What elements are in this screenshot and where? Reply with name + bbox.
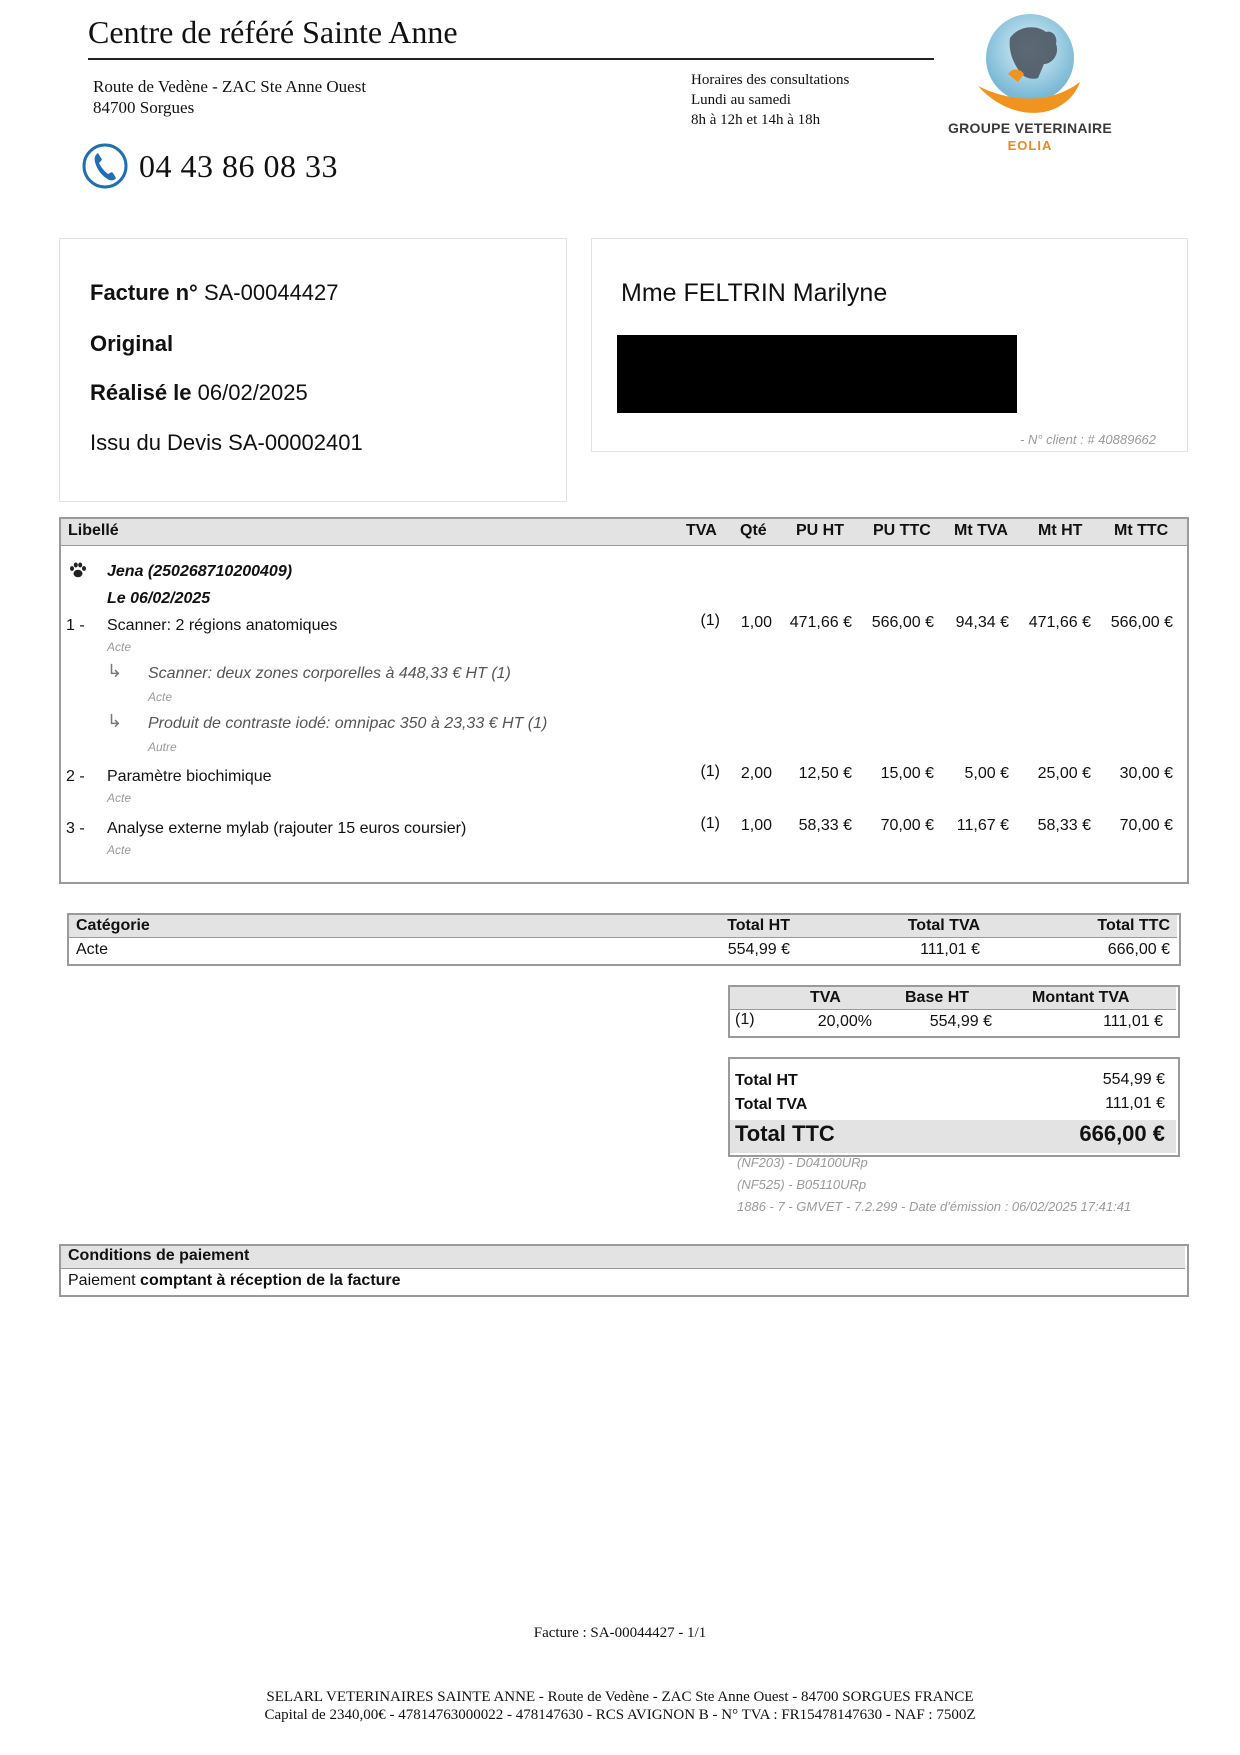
hours-days: Lundi au samedi <box>691 92 791 108</box>
return-arrow-icon: ↳ <box>107 661 123 681</box>
line-pu-ht: 58,33 € <box>798 817 852 834</box>
logo-text-brand: EOLIA <box>1007 138 1053 153</box>
line-mt-ttc: 566,00 € <box>1110 614 1173 631</box>
line-mt-tva: 94,34 € <box>955 614 1009 631</box>
total-ttc-label: Total TTC <box>735 1121 835 1146</box>
line-tva: (1) <box>700 815 720 832</box>
line-mt-tva: 11,67 € <box>956 817 1009 834</box>
payment-prefix: Paiement <box>68 1272 136 1289</box>
col-header-mt-tva: Mt TVA <box>954 522 1008 539</box>
clinic-phone: 04 43 86 08 33 <box>139 148 338 184</box>
subitem-type: Autre <box>148 740 177 754</box>
line-qty: 1,00 <box>740 614 772 631</box>
line-index: 3 - <box>66 820 85 837</box>
consultation-hours <box>691 70 849 130</box>
subitem-label: Produit de contraste iodé: omnipac 350 à 23,33 € HT (1) <box>148 715 548 732</box>
line-mt-ht: 25,00 € <box>1037 765 1091 782</box>
vat-code: (1) <box>735 1011 755 1028</box>
hours-title: Horaires des consultations <box>691 72 850 88</box>
line-qty: 2,00 <box>740 765 772 782</box>
col-header-qte: Qté <box>740 522 767 539</box>
page-footer-reference: Facture : SA-00044427 - 1/1 <box>533 1625 707 1641</box>
client-name: Mme FELTRIN Marilyne <box>621 279 888 307</box>
line-label: Scanner: 2 régions anatomiques <box>107 617 338 634</box>
category-total-ht: 554,99 € <box>727 941 790 958</box>
payment-terms <box>68 1272 401 1290</box>
line-pu-ttc: 15,00 € <box>880 765 934 782</box>
legal-line-2: Capital de 2340,00€ - 47814763000022 - 478147630 - RCS AVIGNON B - N° TVA : FR15478147630 - NAF : 7500Z <box>264 1707 976 1723</box>
line-pu-ttc: 566,00 € <box>871 614 934 631</box>
line-pu-ttc: 70,00 € <box>880 817 934 834</box>
quote-reference: Issu du Devis SA-00002401 <box>90 430 363 455</box>
total-tva-value: 111,01 € <box>1105 1095 1165 1112</box>
line-mt-ht: 471,66 € <box>1028 614 1091 631</box>
vat-rate: 20,00% <box>817 1013 872 1030</box>
line-index: 2 - <box>66 768 85 785</box>
col-header-tva: TVA <box>686 522 717 539</box>
invoice-date-line <box>90 380 308 406</box>
vat-base-ht: 554,99 € <box>929 1013 992 1030</box>
line-label: Paramètre biochimique <box>107 768 272 785</box>
total-ht-label: Total HT <box>735 1072 798 1089</box>
invoice-date: 06/02/2025 <box>197 380 308 405</box>
total-ttc-value: 666,00 € <box>1079 1121 1165 1146</box>
service-date: Le 06/02/2025 <box>107 590 211 607</box>
legal-line-1: SELARL VETERINAIRES SAINTE ANNE - Route de Vedène - ZAC Ste Anne Ouest - 84700 SORGUES FRANCE <box>266 1689 974 1705</box>
line-tva: (1) <box>700 763 720 780</box>
col-header-pu-ht: PU HT <box>796 522 844 539</box>
return-arrow-icon: ↳ <box>107 711 123 731</box>
line-pu-ht: 471,66 € <box>789 614 852 631</box>
subitem-type: Acte <box>148 690 173 704</box>
col-header-categorie: Catégorie <box>76 917 150 934</box>
col-header-mt-ht: Mt HT <box>1038 522 1083 539</box>
line-type: Acte <box>107 640 132 654</box>
client-number: - N° client : # 40889662 <box>1020 432 1157 447</box>
address-line-2: 84700 Sorgues <box>93 98 195 117</box>
line-mt-tva: 5,00 € <box>964 765 1009 782</box>
invoice-date-label: Réalisé le <box>90 380 192 405</box>
col-header-total-ttc: Total TTC <box>1097 917 1170 934</box>
line-mt-ttc: 30,00 € <box>1119 765 1173 782</box>
col-header-total-ht: Total HT <box>727 917 790 934</box>
header-divider <box>88 58 934 60</box>
subitem-label: Scanner: deux zones corporelles à 448,33 € HT (1) <box>148 665 511 682</box>
total-ht-value: 554,99 € <box>1102 1071 1165 1088</box>
col-header-total-tva: Total TVA <box>907 917 980 934</box>
address-line-1: Route de Vedène - ZAC Ste Anne Ouest <box>93 77 367 96</box>
legal-footer <box>0 1688 1240 1724</box>
col-header-mt-ttc: Mt TTC <box>1114 522 1169 539</box>
line-label: Analyse externe mylab (rajouter 15 euros coursier) <box>107 820 467 837</box>
invoice-copy-type: Original <box>90 331 174 356</box>
vat-amount: 111,01 € <box>1103 1013 1163 1030</box>
col-header-base-ht: Base HT <box>905 989 970 1006</box>
certification-note: (NF525) - B05110URp <box>737 1177 867 1192</box>
total-tva-label: Total TVA <box>735 1096 808 1113</box>
col-header-libelle: Libellé <box>68 522 119 539</box>
line-type: Acte <box>107 791 132 805</box>
emission-info: 1886 - 7 - GMVET - 7.2.299 - Date d'émission : 06/02/2025 17:41:41 <box>737 1199 1132 1214</box>
category-total-ttc: 666,00 € <box>1107 941 1170 958</box>
line-pu-ht: 12,50 € <box>798 765 852 782</box>
logo-text-group: GROUPE VETERINAIRE <box>947 120 1113 136</box>
invoice-number: SA-00044427 <box>203 280 339 305</box>
invoice-number-line <box>90 280 339 306</box>
payment-conditions-title: Conditions de paiement <box>68 1247 250 1264</box>
col-header-vat-rate: TVA <box>810 989 841 1006</box>
category-total-tva: 111,01 € <box>920 941 980 958</box>
col-header-vat-amount: Montant TVA <box>1032 989 1130 1006</box>
invoice-info-box <box>59 238 567 502</box>
certification-note: (NF203) - D04100URp <box>737 1155 868 1170</box>
line-mt-ht: 58,33 € <box>1037 817 1091 834</box>
col-header-pu-ttc: PU TTC <box>873 522 931 539</box>
line-tva: (1) <box>700 612 720 629</box>
category-name: Acte <box>76 941 109 958</box>
line-qty: 1,00 <box>740 817 772 834</box>
redacted-address <box>617 335 1017 413</box>
line-mt-ttc: 70,00 € <box>1119 817 1173 834</box>
phone-icon <box>82 143 128 189</box>
animal-name: Jena (250268710200409) <box>107 563 293 580</box>
clinic-address <box>93 76 366 118</box>
lines-table-header <box>61 519 1187 546</box>
line-type: Acte <box>107 843 132 857</box>
invoice-number-label: Facture n° <box>90 280 198 305</box>
hours-times: 8h à 12h et 14h à 18h <box>691 112 821 128</box>
payment-terms-text: comptant à réception de la facture <box>140 1272 401 1289</box>
paw-icon <box>69 561 87 579</box>
clinic-name: Centre de référé Sainte Anne <box>88 14 458 50</box>
line-index: 1 - <box>66 617 85 634</box>
